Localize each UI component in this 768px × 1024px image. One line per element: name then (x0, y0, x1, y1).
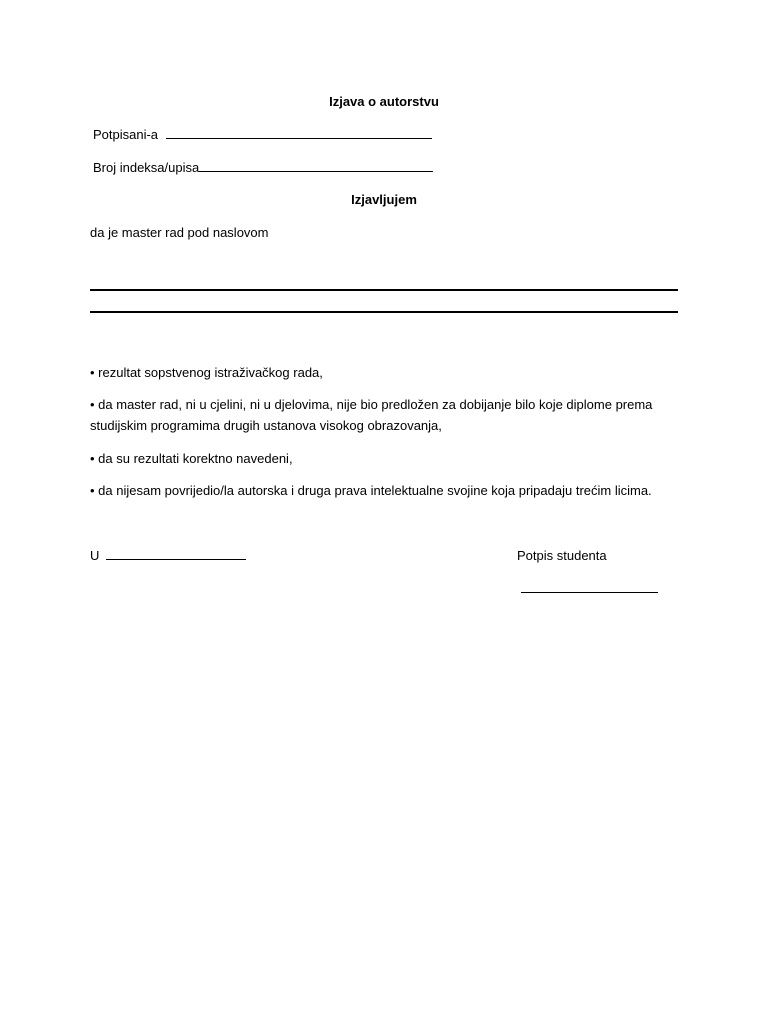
index-label: Broj indeksa/upisa (93, 160, 200, 175)
signature-row (521, 581, 658, 597)
thesis-title-line-2[interactable] (90, 311, 678, 313)
intro-text: da je master rad pod naslovom (90, 225, 269, 240)
signed-label: Potpisani-a (93, 127, 159, 142)
signature-label: Potpis studenta (517, 548, 607, 563)
signature-blank-line[interactable] (521, 581, 658, 593)
index-blank-line[interactable] (199, 160, 433, 172)
thesis-title-line-1[interactable] (90, 289, 678, 291)
declare-heading: Izjavljujem (351, 192, 417, 207)
signed-row (93, 127, 432, 143)
document-title: Izjava o autorstvu (329, 94, 439, 109)
bullet-item-2: • da master rad, ni u cjelini, ni u djelovima, nije bio predložen za dobijanje bilo koje diplome prema studijskim programima drugih ustanova visokog obrazovanja, (90, 397, 653, 433)
bullet-item-3: • da su rezultati korektno navedeni, (90, 451, 293, 466)
bullet-item-1: • rezultat sopstvenog istraživačkog rada, (90, 365, 323, 380)
index-row (93, 160, 433, 176)
bullet-item-4: • da nijesam povrijedio/la autorska i druga prava intelektualne svojine koja pripadaju trećim licima. (90, 483, 652, 498)
place-label: U (90, 548, 100, 563)
signed-blank-line[interactable] (166, 127, 432, 139)
place-row (90, 548, 246, 564)
place-blank-line[interactable] (106, 548, 246, 560)
